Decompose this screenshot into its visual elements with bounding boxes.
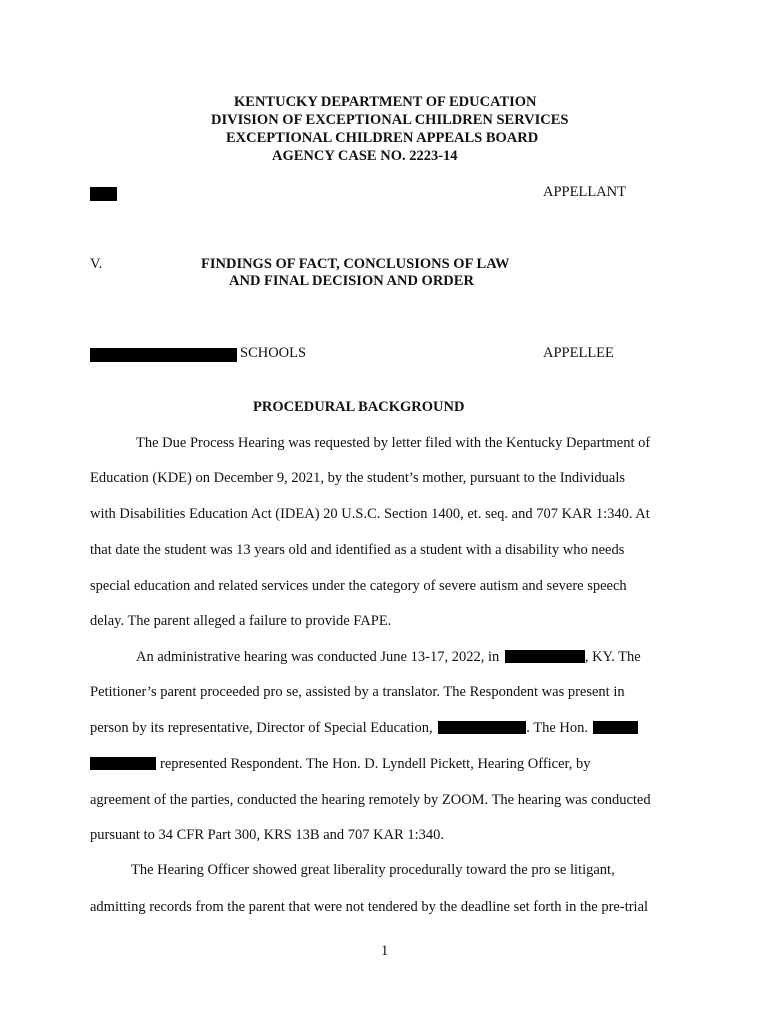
appellee-label: APPELLEE: [543, 345, 614, 361]
paragraph-line: agreement of the parties, conducted the hearing remotely by ZOOM. The hearing was conducted: [90, 792, 651, 808]
document-title-line2: AND FINAL DECISION AND ORDER: [229, 273, 474, 289]
redaction-city: [505, 650, 585, 663]
redaction-appellant-name: [90, 187, 117, 201]
paragraph-line: Education (KDE) on December 9, 2021, by the student’s mother, pursuant to the Individuals: [90, 470, 625, 486]
paragraph-line: [90, 719, 638, 737]
paragraph-text: . The Hon.: [526, 720, 589, 736]
paragraph-line: special education and related services under the category of severe autism and severe speech: [90, 578, 627, 594]
paragraph-line: admitting records from the parent that were not tendered by the deadline set forth in the pre-trial: [90, 899, 649, 915]
paragraph-text: represented Respondent. The Hon. D. Lyndell Pickett, Hearing Officer, by: [160, 756, 591, 772]
paragraph-line: pursuant to 34 CFR Part 300, KRS 13B and 707 KAR 1:340.: [90, 827, 445, 843]
header-board: EXCEPTIONAL CHILDREN APPEALS BOARD: [226, 130, 539, 146]
paragraph-line: The Due Process Hearing was requested by letter filed with the Kentucky Department of: [136, 435, 651, 451]
document-title-line1: FINDINGS OF FACT, CONCLUSIONS OF LAW: [201, 256, 510, 272]
paragraph-text: person by its representative, Director of Special Education,: [90, 720, 433, 736]
paragraph-text: An administrative hearing was conducted June 13-17, 2022, in: [136, 649, 500, 665]
page-number: 1: [381, 943, 389, 959]
versus-label: V.: [90, 256, 103, 272]
paragraph-line: [136, 648, 641, 666]
redaction-director-name: [438, 721, 526, 734]
paragraph-line: The Hearing Officer showed great liberality procedurally toward the pro se litigant,: [131, 862, 615, 878]
redaction-attorney-last-name: [90, 757, 156, 770]
schools-label: SCHOOLS: [240, 345, 307, 361]
header-case-number: AGENCY CASE NO. 2223-14: [272, 148, 458, 164]
redaction-attorney-first-name: [593, 721, 638, 734]
paragraph-line: that date the student was 13 years old and identified as a student with a disability who needs: [90, 542, 625, 558]
paragraph-line: [90, 755, 591, 773]
section-heading: PROCEDURAL BACKGROUND: [253, 399, 465, 415]
redaction-school-name: [90, 348, 237, 362]
header-agency: KENTUCKY DEPARTMENT OF EDUCATION: [234, 94, 537, 110]
paragraph-line: with Disabilities Education Act (IDEA) 20 U.S.C. Section 1400, et. seq. and 707 KAR 1:340. At: [90, 506, 650, 522]
appellant-label: APPELLANT: [543, 184, 626, 200]
paragraph-line: delay. The parent alleged a failure to provide FAPE.: [90, 613, 392, 629]
paragraph-text: , KY. The: [584, 649, 641, 665]
paragraph-line: Petitioner’s parent proceeded pro se, assisted by a translator. The Respondent was present in: [90, 684, 625, 700]
header-division: DIVISION OF EXCEPTIONAL CHILDREN SERVICES: [211, 112, 569, 128]
